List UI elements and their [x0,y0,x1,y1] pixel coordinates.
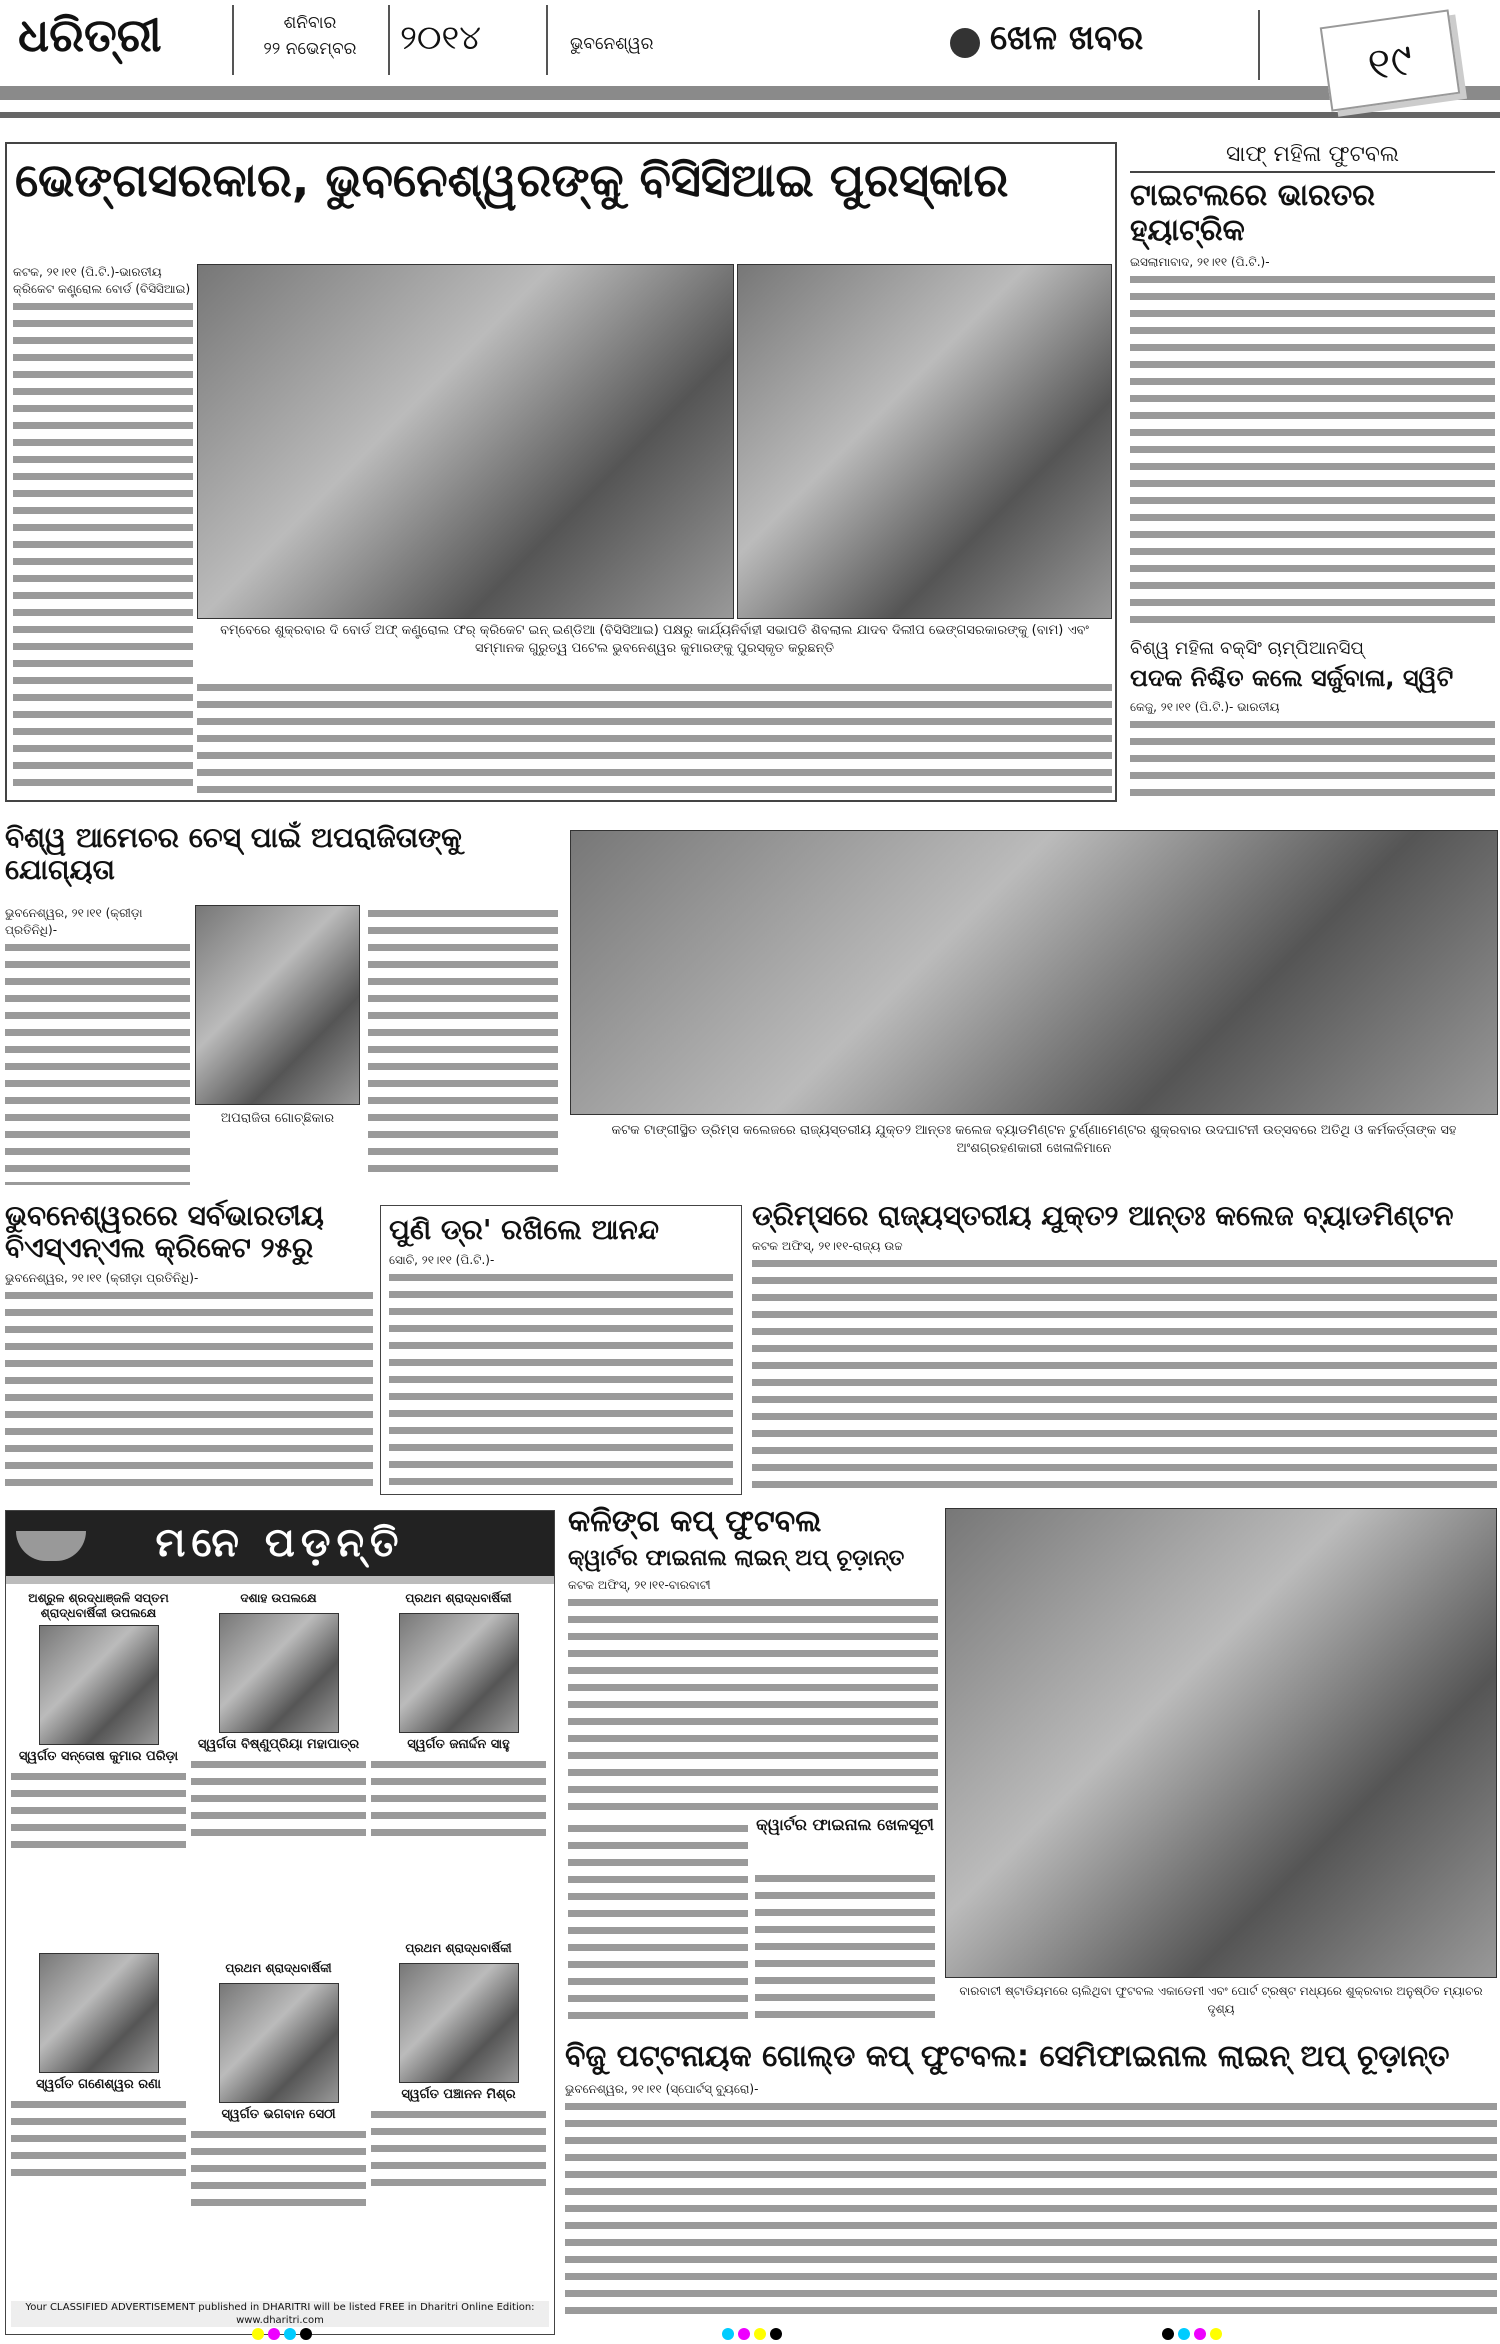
obituary-occasion: ଅଶ୍ରୁଳ ଶ୍ରଦ୍ଧାଞ୍ଜଳି ସପ୍ତମ ଶ୍ରାଦ୍ଧବାର୍ଷିକୀ ଉପଲକ୍ଷେ [28,1591,169,1620]
reg-dot [1178,2328,1190,2340]
saff-headline: ଟାଇଟଲରେ ଭାରତର ହ୍ୟାଟ୍ରିକ [1130,178,1376,248]
dateline: ଭୁବନେଶ୍ୱର, ୨୧।୧୧ (କ୍ରୀଡ଼ା ପ୍ରତିନିଧି)- [5,906,143,937]
header-rule [0,112,1500,118]
portrait-photo [39,1953,159,2073]
body-text [1130,271,1495,632]
lead-headline: ଭେଙ୍ଗସରକାର, ଭୁବନେଶ୍ୱରଙ୍କୁ ବିସିସିଆଇ ପୁରସ୍କାର [15,153,1009,207]
biju-body [565,2081,1497,2323]
reg-dot [268,2328,280,2340]
registration-marks [720,2325,784,2344]
divider [546,5,548,75]
obituary-text [371,1756,546,1846]
bsnl-story [5,1200,373,1490]
headline-line: ଭୁବନେଶ୍ୱରରେ ସର୍ବଭାରତୀୟ [5,1199,324,1232]
obituary-occasion: ପ୍ରଥମ ଶ୍ରାଦ୍ଧବାର୍ଷିକୀ [405,1591,512,1605]
badminton-headline: ଡ୍ରିମ୍ସରେ ରାଜ୍ୟସ୍ତରୀୟ ଯୁକ୍ତ୨ ଆନ୍ତଃ କଲେଜ ବ୍ୟାଡମିଣ୍ଟନ [752,1199,1454,1232]
obituary-entry [191,1591,366,1846]
reg-dot [1162,2328,1174,2340]
date: ୨୨ ନଭେମ୍ବର [263,39,357,59]
kalinga-headline: କଳିଙ୍ଗ କପ୍ ଫୁଟବଲ [568,1504,822,1539]
obituary-name: ସ୍ୱର୍ଗତ ପଞ୍ଚାନନ ମିଶ୍ର [401,2087,516,2102]
obituary-name: ସ୍ୱର୍ଗତ ଭଗବାନ ସେଠୀ [221,2107,336,2122]
kalinga-subheadline: କ୍ୱାର୍ଟର ଫାଇନାଲ ଲାଇନ୍ ଅପ୍ ଚୂଡ଼ାନ୍ତ [568,1545,905,1571]
reg-dot [770,2328,782,2340]
obituary-name: ସ୍ୱର୍ଗତା ବିଷ୍ଣୁପ୍ରିୟା ମହାପାତ୍ର [197,1737,360,1752]
portrait-photo [39,1625,159,1745]
reg-dot [754,2328,766,2340]
obituary-text [11,2096,186,2186]
dateline: ସୋଚି, ୨୧।୧୧ (ପି.ଟି.)- [389,1253,495,1268]
obituary-name: ସ୍ୱର୍ଗତ ଗଣେଶ୍ୱର ରଣା [36,2077,161,2092]
portrait-photo [219,1983,339,2103]
anand-headline: ପୁଣି ଡ୍ର' ରଖିଲେ ଆନନ୍ଦ [389,1213,659,1246]
body-text [755,1870,935,2025]
dateline: ଭୁବନେଶ୍ୱର, ୨୧।୧୧ (ସ୍ପୋର୍ଟସ୍ ବ୍ୟୁରୋ)- [565,2081,759,2096]
headline-line: ବିଏସ୍ଏନ୍ଏଲ କ୍ରିକେଟ ୨୫ରୁ [5,1231,314,1265]
chess-photo-caption: ଅପରାଜିତା ଗୋଚ୍ଛିକାର [220,1111,335,1126]
boxing-story [1130,638,1495,802]
football-photo-caption: ବାରବାଟୀ ଷ୍ଟାଡିୟମରେ ଚାଲିଥିବା ଫୁଟବଲ ଏକାଡେମୀ ଏବଂ ପୋର୍ଟ ଟ୍ରଷ୍ଟ ମଧ୍ୟରେ ଶୁକ୍ରବାର ଅନୁଷ୍ଠିତ ମ୍ୟାଚର ଦୃଶ୍ୟ [959,1984,1483,2016]
flower-border [6,1576,554,1584]
chess-headline: ବିଶ୍ୱ ଆମେଚର ଚେସ୍ ପାଇଁ ଅପରାଜିତାଙ୍କୁ ଯୋଗ୍ୟତା [5,821,462,887]
anand-body [389,1252,733,1486]
obituary-ad [5,1510,555,2335]
reg-dot [284,2328,296,2340]
badminton-body [752,1238,1497,1490]
section-title: ଖେଳ ଖବର [990,18,1144,58]
body-text [368,905,558,1180]
dateline: କେଜୁ, ୨୧।୧୧ (ପି.ଟି.)- ଭାରତୀୟ [1130,699,1280,714]
divider [388,5,390,75]
boxing-headline: ପଦକ ନିଶ୍ଚିତ କଲେ ସର୍ଜୁବାଳା, ସ୍ୱିଟି [1130,664,1454,692]
group-photo-caption: କଟକ ଟାଙ୍ଗୀସ୍ଥିତ ଡ୍ରିମ୍ସ କଲେଜରେ ରାଜ୍ୟସ୍ତରୀୟ ଯୁକ୍ତ୨ ଆନ୍ତଃ କଲେଜ ବ୍ୟାଡମିଣ୍ଟନ ଟୁର୍ଣ୍ଣାମେଣ୍ଟର ଶୁକ୍ରବାର ଉଦଘାଟନୀ ଉତ୍ସବରେ ଅତିଥି ଓ କର୍ମକର୍ତ୍ତାଙ୍କ ସହ ଅଂଶଗ୍ରହଣକାରୀ ଖେଳାଳିମାନେ [611,1123,1457,1156]
bsnl-body [5,1270,373,1490]
chess-body [5,905,190,1185]
obituary-text [11,1768,186,1858]
body-text [752,1255,1497,1490]
obituary-entry [11,1591,186,1858]
saff-body [1130,254,1495,632]
issue-date [240,10,380,62]
obituary-text [371,2106,546,2196]
bullet-icon [950,28,980,58]
lead-story [5,142,1117,802]
award-photo-bhuvneshwar [737,264,1112,619]
portrait-photo [399,1613,519,1733]
reg-dot [738,2328,750,2340]
divider [232,5,234,75]
portrait-photo [399,1963,519,2083]
divider [1258,10,1260,80]
issue-year: ୨୦୧୪ [400,18,482,58]
body-text [5,939,190,1185]
body-text [13,298,193,794]
reg-dot [300,2328,312,2340]
biju-story [565,2040,1497,2322]
reg-dot [1210,2328,1222,2340]
obituary-banner: ମନେ ପଡ଼ନ୍ତି [6,1511,554,1576]
header-bar [0,86,1500,100]
kalinga-schedule-title: କ୍ୱାର୍ଟର ଫାଇନାଲ ଖେଳସୂଚୀ [756,1815,934,1834]
award-photo-vengsarkar [197,264,734,619]
body-text [197,679,1112,794]
newspaper-logo: ଧରିତ୍ରୀ [18,8,162,62]
biju-headline: ବିଜୁ ପଟ୍ଟନାୟକ ଗୋଲ୍ଡ କପ୍ ଫୁଟବଲ: ସେମିଫାଇନାଲ ଲାଇନ୍ ଅପ୍ ଚୂଡ଼ାନ୍ତ [565,2039,1450,2074]
obituary-occasion: ପ୍ରଥମ ଶ୍ରାଦ୍ଧବାର୍ଷିକୀ [225,1961,332,1975]
dateline: କଟକ, ୨୧।୧୧ (ପି.ଟି.)-ଭାରତୀୟ କ୍ରିକେଟ କଣ୍ଟ୍ରୋଲ ବୋର୍ଡ (ବିସିସିଆଇ) [13,265,191,296]
anand-content [389,1214,733,1486]
football-match-photo [945,1508,1497,1978]
obituary-entry [11,1931,186,2186]
day: ଶନିବାର [283,13,337,33]
portrait-photo [219,1613,339,1733]
badminton-story [752,1200,1497,1490]
lead-body [13,264,193,794]
registration-marks [1160,2325,1224,2344]
obituary-name: ସ୍ୱର୍ଗତ ଜନାର୍ଦ୍ଦନ ସାହୁ [407,1737,510,1752]
dateline: କଟକ ଅଫିସ୍, ୨୧।୧୧-ରାଜ୍ୟ ଉଚ୍ଚ [752,1239,903,1254]
obituary-entry [371,1591,546,1846]
boxing-kicker: ବିଶ୍ୱ ମହିଳା ବକ୍ସିଂ ଚାମ୍ପିଆନସିପ୍ [1130,638,1364,659]
classified-promo: Your CLASSIFIED ADVERTISEMENT published in DHARITRI will be listed FREE in Dharitri Online Edition: www.dharitri.com [11,2301,549,2327]
obituary-occasion: ପ୍ରଥମ ଶ୍ରାଦ୍ଧବାର୍ଷିକୀ [405,1941,512,1955]
body-text [5,1287,373,1490]
saff-kicker: ସାଫ୍ ମହିଳା ଫୁଟବଲ [1130,142,1495,173]
body-text [389,1269,733,1486]
body-text [565,2098,1497,2323]
dateline: କଟକ ଅଫିସ୍, ୨୧।୧୧-ବାରବାଟୀ [568,1577,711,1592]
dateline: ଭୁବନେଶ୍ୱର, ୨୧।୧୧ (କ୍ରୀଡ଼ା ପ୍ରତିନିଧି)- [5,1271,199,1286]
saff-story [1130,142,1495,632]
kalinga-story [568,1505,938,1810]
reg-dot [722,2328,734,2340]
boxing-body [1130,699,1495,802]
kalinga-body [568,1577,938,1810]
lead-photo-caption: ବମ୍ବେରେ ଶୁକ୍ରବାର ଦି ବୋର୍ଡ ଅଫ୍ କଣ୍ଟ୍ରୋଲ ଫର୍ କ୍ରିକେଟ ଇନ୍ ଇଣ୍ଡିଆ (ବିସିସିଆଇ) ପକ୍ଷରୁ କାର୍ଯ୍ୟନିର୍ବାହୀ ସଭାପତି ଶିବଲାଲ ଯାଦବ ଦିଲୀପ ଭେଙ୍ଗସରକାରଙ୍କୁ (ବାମ) ଏବଂ ସମ୍ମାନକ ଗୁରୁତ୍ୱ ପଟେଲ ଭୁବନେଶ୍ୱର କୁମାରଙ୍କୁ ପୁରସ୍କୃତ କରୁଛନ୍ତି [220,623,1089,656]
obituary-entry [371,1941,546,2196]
badminton-group-photo [570,830,1498,1115]
edition-city: ଭୁବନେଶ୍ୱର [570,34,654,54]
body-text [568,1820,748,2025]
bsnl-headline [5,1200,373,1264]
page-number: ୧୯ [1320,9,1461,111]
obituary-occasion [11,1931,186,1949]
dateline: ଇସଲାମାବାଦ, ୨୧।୧୧ (ପି.ଟି.)- [1130,255,1270,269]
body-text [568,1594,938,1810]
obituary-entry [191,1961,366,2216]
registration-marks [250,2325,314,2344]
anand-story [380,1205,742,1495]
aparajita-photo [195,905,360,1105]
obituary-name: ସ୍ୱର୍ଗତ ସନ୍ତୋଷ କୁମାର ପରିଡ଼ା [18,1749,179,1764]
obituary-text [191,1756,366,1846]
reg-dot [1194,2328,1206,2340]
body-text [1130,716,1495,802]
reg-dot [252,2328,264,2340]
obituary-occasion: ଦଶାହ ଉପଲକ୍ଷେ [240,1591,317,1605]
obituary-text [191,2126,366,2216]
